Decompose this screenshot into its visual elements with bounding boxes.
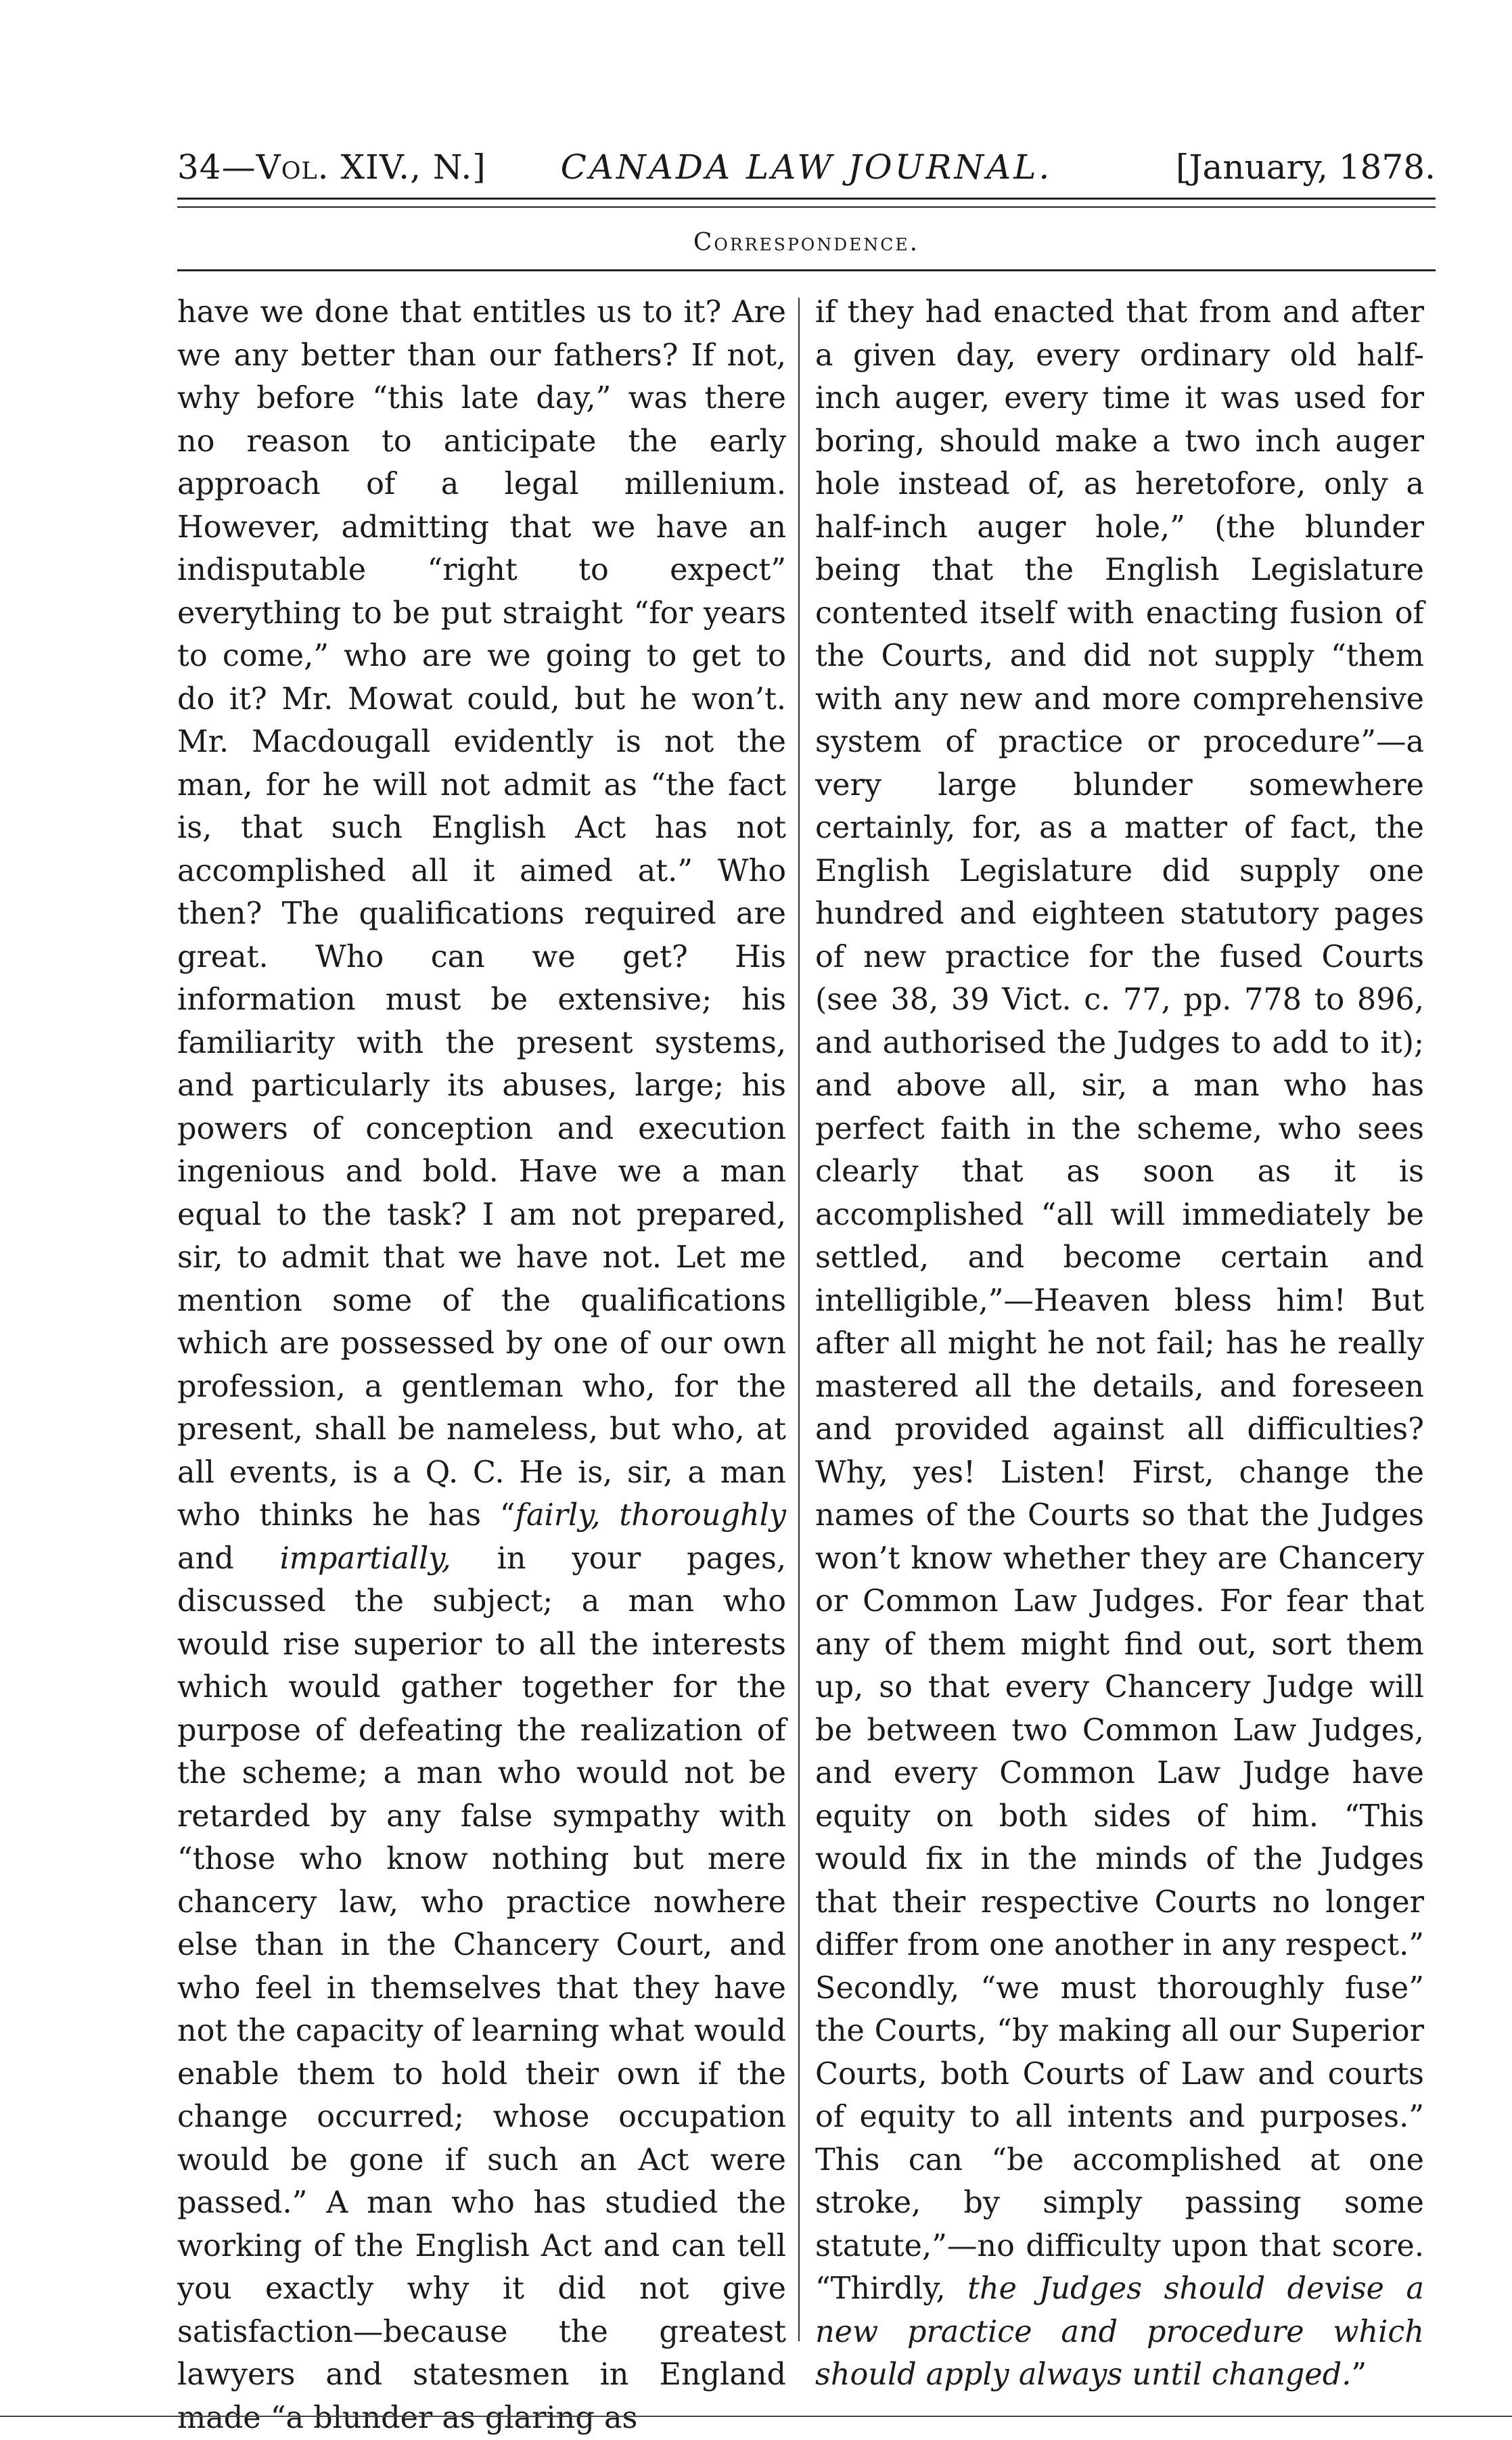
right-column — [815, 291, 1424, 2397]
header-double-rule — [177, 198, 1436, 208]
issue-date: [January, 1878. — [1175, 148, 1436, 187]
left-column-italic-phrase: fairly, thoroughly — [515, 1498, 786, 1533]
section-rule — [177, 269, 1436, 271]
page-volume-label: 34—Vol. XIV., N.] — [177, 148, 486, 187]
section-title: Correspondence. — [693, 229, 920, 256]
right-column-text: if they had enacted that from and after a given day, every ordinary old half-inch auger, every time it was used for boring, should make a two inch auger hole instead of, as heretofore, only a half-inch auger hole,” (the blunder being that the English Legislature contented itself with enacting fusion of the Courts, and did not supply “them with any new and more comprehensive system of practice or procedure”—a very large blunder somewhere certainly, for, as a matter of fact, the English Legislature did supply one hundred and eighteen statutory pages of new practice for the fused Courts (see 38, 39 Vict. c. 77, pp. 778 to 896, and authorised the Judges to add to it); and above all, sir, a man who has perfect faith in the scheme, who sees clearly that as soon as it is accomplished “all will immediately be settled, and become certain and intelligible,”—Heaven bless him! But after all might he not fail; has he really mastered all the details, and foreseen and provided against all difficulties? Why, yes! Listen! First, change the names of the Courts so that the Judges won’t know whether they are Chancery or Common Law Judges. For fear that any of them might find out, sort them up, so that every Chancery Judge will be between two Common Law Judges, and every Common Law Judge have equity on both sides of him. “This would fix in the minds of the Judges that their respective Courts no longer differ from one another in any respect.” Secondly, “we must thoroughly fuse” the Courts, “by making all our Superior Courts, both Courts of Law and courts of equity to all intents and purposes.” This can “be accomplished at one stroke, by simply passing some statute,”—no difficulty upon that score. “Thirdly, — [815, 295, 1424, 2306]
page-bottom-edge — [0, 2416, 1512, 2417]
left-column — [177, 291, 786, 2439]
journal-title: CANADA LAW JOURNAL. — [560, 148, 1053, 187]
left-column-text-continued: in your pages, discussed the subject; a man who would rise superior to all the interests which would gather together for the purpose of defeating the realization of the scheme; a man who would not be retarded by any false sympathy with “those who know nothing but mere chancery law, who practice nowhere else than in the Chancery Court, and who feel in themselves that they have not the capacity of learning what would enable them to hold their own if the change occurred; whose occupation would be gone if such an Act were passed.” A man who has studied the working of the English Act and can tell you exactly why it did not give satisfaction—because the greatest lawyers and statesmen in England made “a blunder as glaring as — [177, 1541, 786, 2435]
column-divider — [798, 298, 800, 2341]
left-column-paragraph — [177, 291, 786, 2439]
left-column-text: have we done that entitles us to it? Are we any better than our fathers? If not, why before “this late day,” was there no reason to anticipate the early approach of a legal millenium. However, admitting that we have an indisputable “right to expect” everything to be put straight “for years to come,” who are we going to get to do it? Mr. Mowat could, but he won’t. Mr. Macdougall evidently is not the man, for he will not admit as “the fact is, that such English Act has not accomplished all it aimed at.” Who then? The qualifications required are great. Who can we get? His information must be extensive; his familiarity with the present systems, and particularly its abuses, large; his powers of conception and execution ingenious and bold. Have we a man equal to the task? I am not prepared, sir, to admit that we have not. Let me mention some of the qualifications which are possessed by one of our own profession, a gentleman who, for the present, shall be nameless, but who, at all events, is a Q. C. He is, sir, a man who thinks he has “ — [177, 295, 786, 1533]
running-header — [177, 135, 1436, 189]
right-column-closing-quote: ” — [1351, 2357, 1367, 2392]
right-column-paragraph — [815, 291, 1424, 2397]
right-column-italic-quote: the Judges should devise a new practice and procedure which should apply always until changed. — [815, 2272, 1424, 2392]
left-column-italic-word: impartially, — [279, 1541, 451, 1576]
left-column-connector: and — [177, 1541, 280, 1576]
